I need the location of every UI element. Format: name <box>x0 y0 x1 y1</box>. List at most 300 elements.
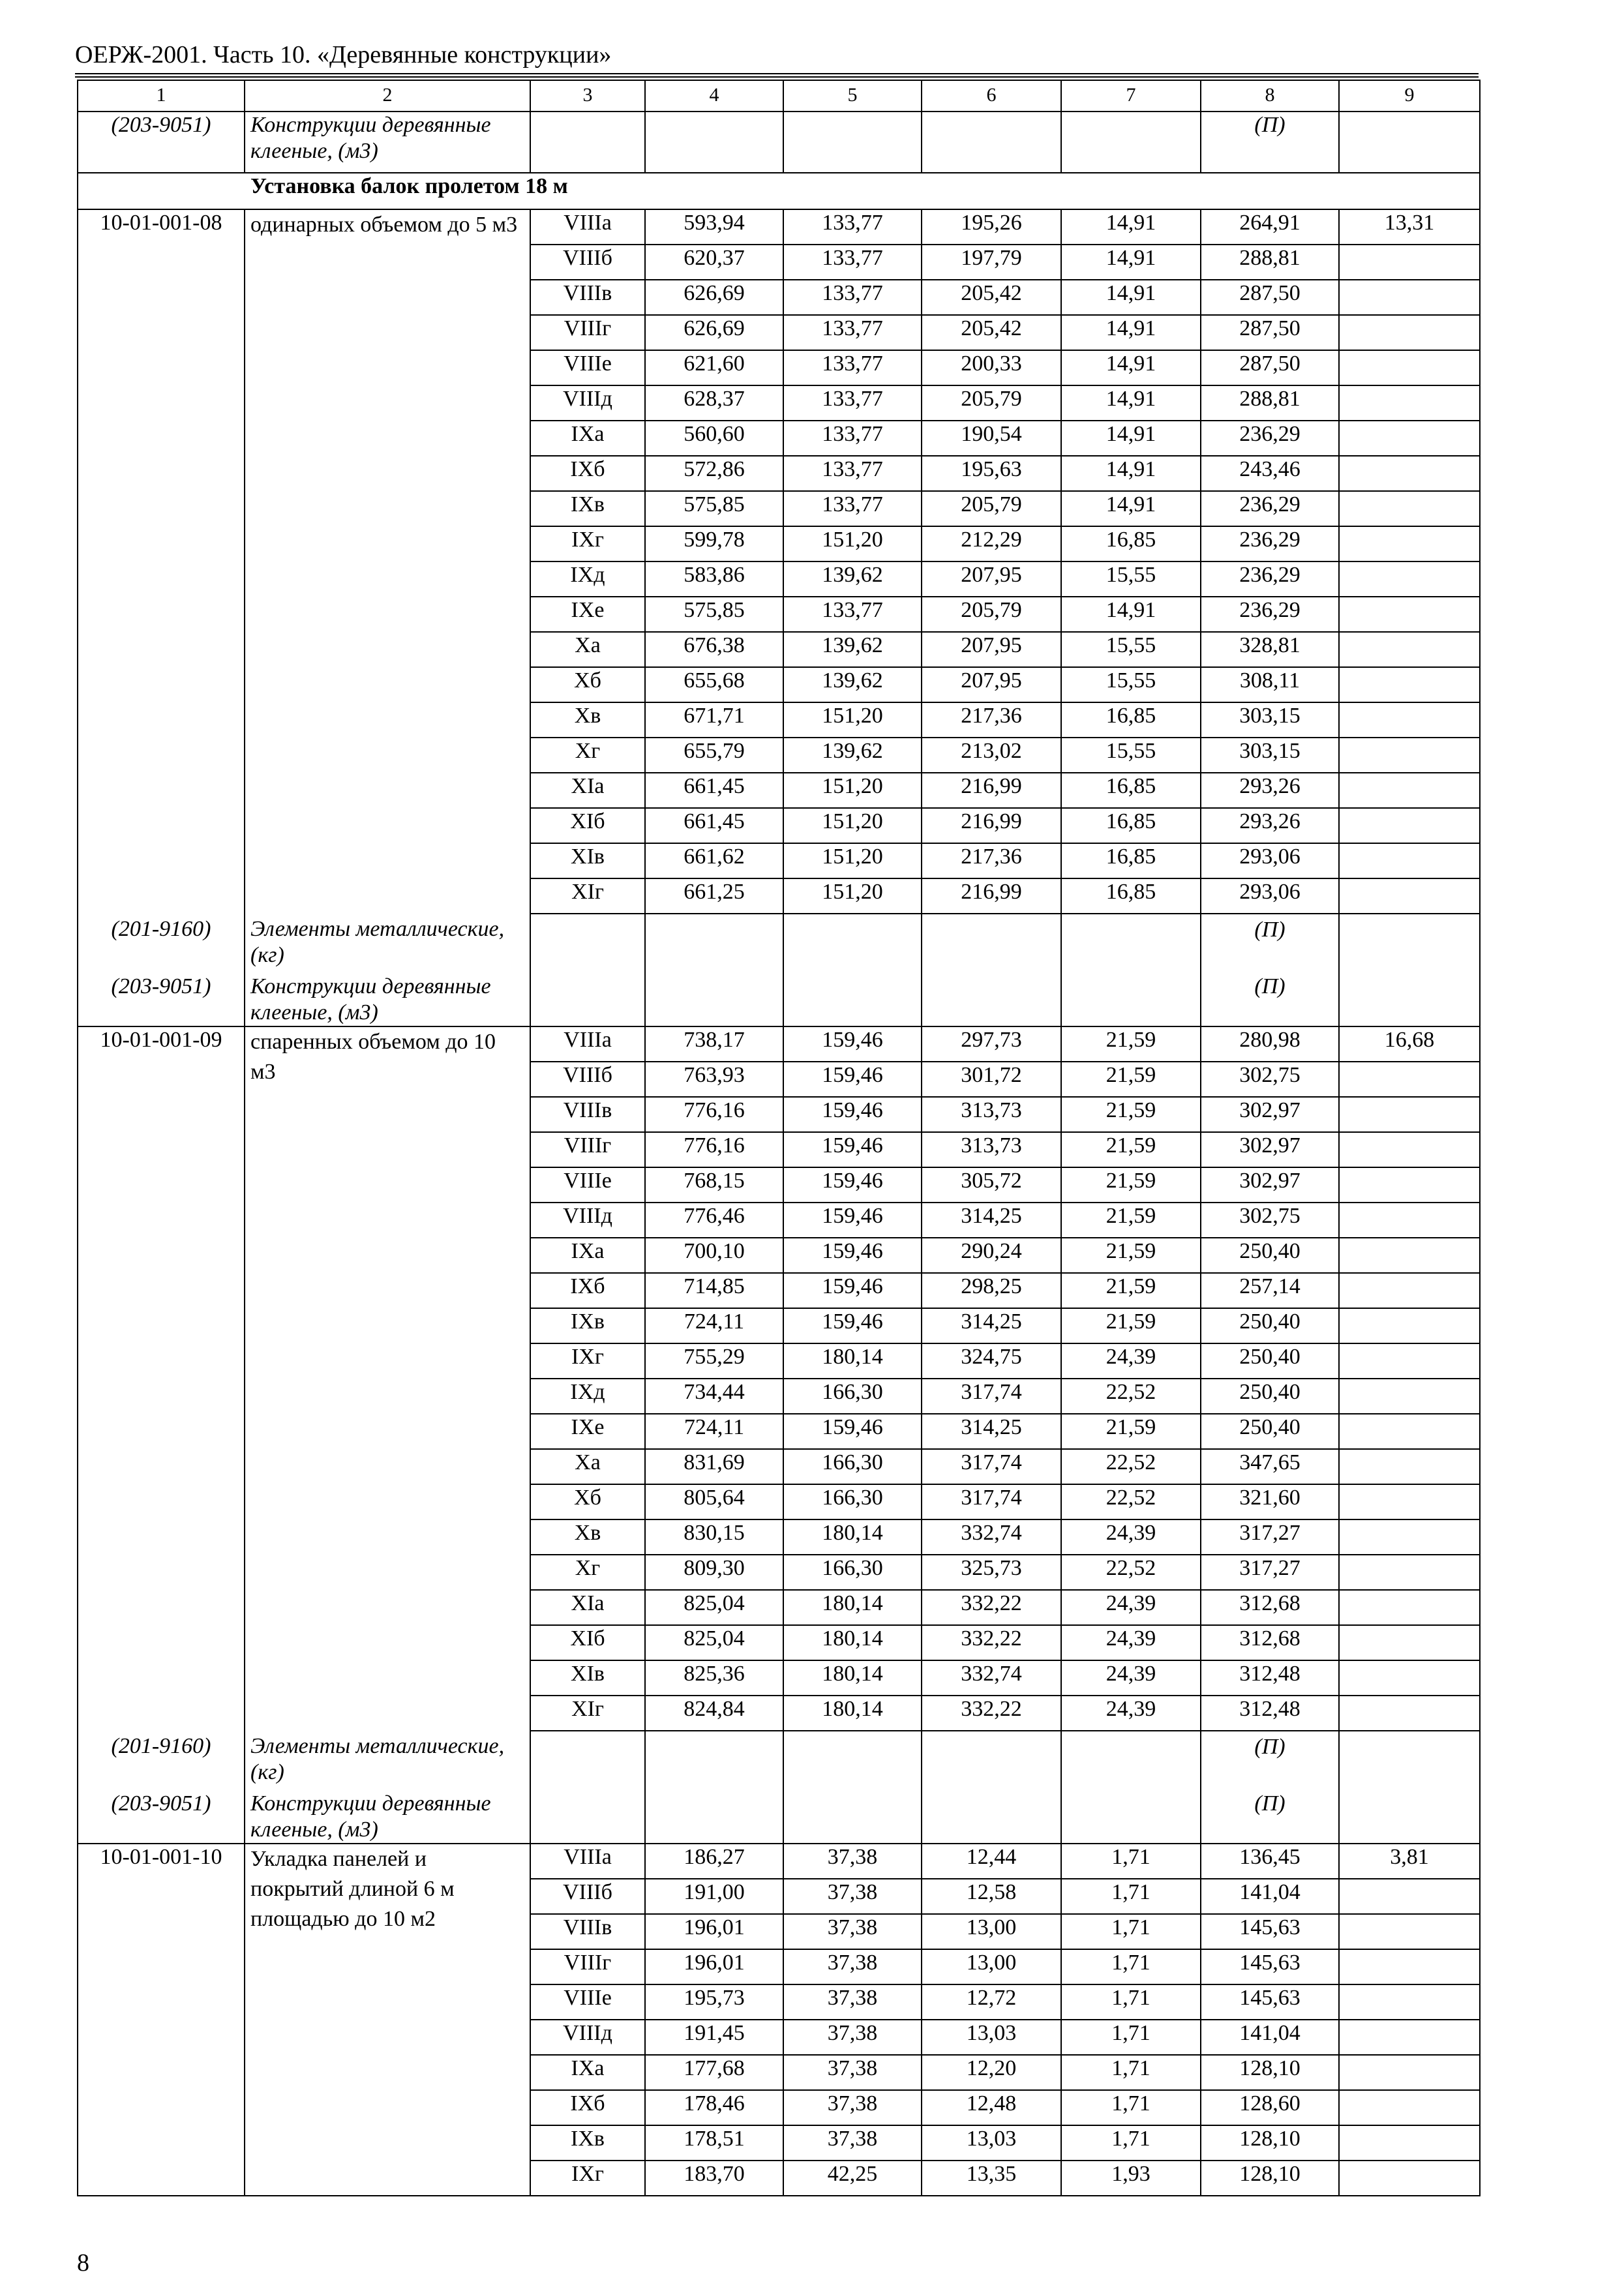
rate-value-col4: 809,30 <box>645 1555 783 1590</box>
rate-value-col8: 236,29 <box>1201 597 1339 632</box>
rate-value-col5: 166,30 <box>783 1484 922 1519</box>
rate-code: 10-01-001-09 <box>78 1026 245 1062</box>
rate-value-col6: 13,03 <box>922 2020 1061 2055</box>
rate-value-col6: 314,25 <box>922 1414 1061 1449</box>
rate-value-col6: 216,99 <box>922 808 1061 843</box>
rate-value-col4: 628,37 <box>645 385 783 421</box>
rate-value-col7: 24,39 <box>1061 1660 1201 1696</box>
resource-ref-row <box>78 1791 1480 1844</box>
resource-ref-row <box>78 1731 1480 1791</box>
rate-value-col4: 776,16 <box>645 1097 783 1132</box>
territory-class: Xв <box>530 1519 645 1555</box>
rate-value-col6: 301,72 <box>922 1062 1061 1097</box>
rate-value-col7: 15,55 <box>1061 738 1201 773</box>
territory-class: VIIIв <box>530 1097 645 1132</box>
rate-value-col4: 560,60 <box>645 421 783 456</box>
rate-value-col7: 21,59 <box>1061 1097 1201 1132</box>
territory-class: VIIIб <box>530 1062 645 1097</box>
rate-value-col4: 776,46 <box>645 1203 783 1238</box>
work-description: спаренных объемом до 10 м3 <box>250 1030 496 1084</box>
section-title-row <box>78 173 1480 209</box>
rate-value-col6: 313,73 <box>922 1132 1061 1167</box>
territory-class: XIа <box>530 773 645 808</box>
rate-value-col7: 21,59 <box>1061 1414 1201 1449</box>
resource-ref-row <box>78 914 1480 974</box>
rate-value-col8: 145,63 <box>1201 1949 1339 1984</box>
rate-row <box>78 280 1480 315</box>
rate-value-col8: 293,26 <box>1201 808 1339 843</box>
rate-value-col6: 332,74 <box>922 1519 1061 1555</box>
rate-value-col7: 16,85 <box>1061 773 1201 808</box>
resource-name: Элементы металлические, (кг) <box>245 914 530 974</box>
rate-value-col4: 626,69 <box>645 280 783 315</box>
rate-value-col7: 22,52 <box>1061 1449 1201 1484</box>
rate-value-col7: 1,93 <box>1061 2161 1201 2196</box>
territory-class: VIIIв <box>530 280 645 315</box>
rate-value-col5: 159,46 <box>783 1097 922 1132</box>
rate-value-col7: 15,55 <box>1061 667 1201 702</box>
rate-value-col6: 13,03 <box>922 2125 1061 2161</box>
rate-row <box>78 2090 1480 2125</box>
rate-row <box>78 878 1480 914</box>
territory-class: IXг <box>530 2161 645 2196</box>
resource-ref-row <box>78 112 1480 173</box>
rate-value-col4: 724,11 <box>645 1308 783 1343</box>
territory-class: IXб <box>530 2090 645 2125</box>
resource-mark: (П) <box>1201 914 1339 974</box>
rate-value-col8: 250,40 <box>1201 1238 1339 1273</box>
rate-value-col5: 133,77 <box>783 245 922 280</box>
territory-class: Xг <box>530 1555 645 1590</box>
column-header: 8 <box>1201 80 1339 112</box>
page-number: 8 <box>77 2249 89 2277</box>
territory-class: IXб <box>530 456 645 491</box>
rate-value-col4: 661,45 <box>645 808 783 843</box>
rate-value-col5: 151,20 <box>783 843 922 878</box>
rate-row <box>78 702 1480 738</box>
rate-value-col4: 661,25 <box>645 878 783 914</box>
rate-value-col8: 236,29 <box>1201 526 1339 561</box>
territory-class: IXа <box>530 1238 645 1273</box>
rate-row <box>78 421 1480 456</box>
rate-value-col8: 141,04 <box>1201 2020 1339 2055</box>
work-description: одинарных объемом до 5 м3 <box>250 213 518 237</box>
rate-value-col5: 180,14 <box>783 1590 922 1625</box>
rate-value-col5: 159,46 <box>783 1238 922 1273</box>
rate-value-col7: 21,59 <box>1061 1203 1201 1238</box>
rate-value-col6: 12,48 <box>922 2090 1061 2125</box>
rate-value-col7: 14,91 <box>1061 209 1201 245</box>
territory-class: IXв <box>530 491 645 526</box>
column-header: 2 <box>245 80 530 112</box>
rate-value-col8: 328,81 <box>1201 632 1339 667</box>
rate-row <box>78 2161 1480 2196</box>
rate-value-col4: 671,71 <box>645 702 783 738</box>
rate-value-col7: 1,71 <box>1061 1984 1201 2020</box>
territory-class: VIIIе <box>530 1167 645 1203</box>
rate-value-col7: 15,55 <box>1061 632 1201 667</box>
rate-value-col6: 332,22 <box>922 1696 1061 1731</box>
territory-class: XIг <box>530 878 645 914</box>
rate-value-col5: 139,62 <box>783 632 922 667</box>
rate-value-col6: 325,73 <box>922 1555 1061 1590</box>
rate-value-col6: 324,75 <box>922 1343 1061 1379</box>
rate-value-col7: 22,52 <box>1061 1555 1201 1590</box>
rate-value-col4: 661,45 <box>645 773 783 808</box>
rate-value-col4: 186,27 <box>645 1844 783 1879</box>
territory-class: XIб <box>530 1625 645 1660</box>
rate-value-col8: 302,75 <box>1201 1203 1339 1238</box>
rate-value-col4: 621,60 <box>645 350 783 385</box>
rate-value-col5: 133,77 <box>783 280 922 315</box>
rate-value-col7: 1,71 <box>1061 1914 1201 1949</box>
rate-value-col4: 776,16 <box>645 1132 783 1167</box>
rate-value-col8: 293,26 <box>1201 773 1339 808</box>
rate-value-col5: 180,14 <box>783 1696 922 1731</box>
rate-value-col8: 250,40 <box>1201 1308 1339 1343</box>
rate-row <box>78 1238 1480 1273</box>
rate-value-col7: 14,91 <box>1061 421 1201 456</box>
rate-value-col4: 191,00 <box>645 1879 783 1914</box>
territory-class: Xа <box>530 632 645 667</box>
territory-class: IXе <box>530 597 645 632</box>
territory-class: IXа <box>530 421 645 456</box>
rate-value-col7: 16,85 <box>1061 878 1201 914</box>
territory-class: VIIIг <box>530 315 645 350</box>
rate-value-col6: 12,44 <box>922 1844 1061 1879</box>
territory-class: VIIIв <box>530 1914 645 1949</box>
rate-row <box>78 2020 1480 2055</box>
rate-value-col6: 205,79 <box>922 385 1061 421</box>
rate-value-col8: 302,97 <box>1201 1167 1339 1203</box>
labor-cost: 13,31 <box>1339 209 1480 245</box>
rate-code: 10-01-001-10 <box>78 1844 245 1879</box>
rate-value-col7: 1,71 <box>1061 2020 1201 2055</box>
rate-value-col8: 317,27 <box>1201 1519 1339 1555</box>
rate-value-col4: 572,86 <box>645 456 783 491</box>
territory-class: VIIIе <box>530 1984 645 2020</box>
rate-value-col8: 312,48 <box>1201 1660 1339 1696</box>
territory-class: VIIIд <box>530 1203 645 1238</box>
rate-value-col5: 133,77 <box>783 597 922 632</box>
rate-value-col5: 180,14 <box>783 1343 922 1379</box>
rate-value-col4: 191,45 <box>645 2020 783 2055</box>
rate-value-col8: 128,10 <box>1201 2125 1339 2161</box>
rate-row <box>78 561 1480 597</box>
territory-class: VIIIа <box>530 1026 645 1062</box>
territory-class: VIIIа <box>530 209 645 245</box>
resource-mark: (П) <box>1201 1791 1339 1844</box>
rate-value-col4: 195,73 <box>645 1984 783 2020</box>
rate-value-col8: 128,60 <box>1201 2090 1339 2125</box>
rate-value-col5: 166,30 <box>783 1379 922 1414</box>
rate-value-col5: 133,77 <box>783 456 922 491</box>
rate-value-col6: 207,95 <box>922 632 1061 667</box>
territory-class: IXа <box>530 2055 645 2090</box>
rate-value-col8: 302,97 <box>1201 1097 1339 1132</box>
rate-value-col5: 151,20 <box>783 773 922 808</box>
rate-value-col4: 830,15 <box>645 1519 783 1555</box>
rate-value-col6: 290,24 <box>922 1238 1061 1273</box>
rate-value-col8: 145,63 <box>1201 1914 1339 1949</box>
rate-value-col4: 763,93 <box>645 1062 783 1097</box>
territory-class: IXб <box>530 1273 645 1308</box>
rate-row <box>78 1379 1480 1414</box>
rate-value-col5: 180,14 <box>783 1519 922 1555</box>
column-header: 3 <box>530 80 645 112</box>
rate-value-col8: 302,75 <box>1201 1062 1339 1097</box>
rate-row <box>78 1097 1480 1132</box>
rate-row <box>78 1984 1480 2020</box>
rate-row <box>78 1696 1480 1731</box>
rate-value-col8: 145,63 <box>1201 1984 1339 2020</box>
labor-cost: 3,81 <box>1339 1844 1480 1879</box>
rate-value-col6: 205,42 <box>922 315 1061 350</box>
rate-value-col6: 297,73 <box>922 1026 1061 1062</box>
rate-value-col8: 312,48 <box>1201 1696 1339 1731</box>
rate-value-col4: 183,70 <box>645 2161 783 2196</box>
rate-row <box>78 1484 1480 1519</box>
rate-value-col8: 287,50 <box>1201 315 1339 350</box>
rate-value-col8: 312,68 <box>1201 1625 1339 1660</box>
rate-row <box>78 1343 1480 1379</box>
rate-value-col4: 583,86 <box>645 561 783 597</box>
rate-row <box>78 526 1480 561</box>
territory-class: IXг <box>530 1343 645 1379</box>
rate-value-col5: 159,46 <box>783 1132 922 1167</box>
rate-value-col8: 250,40 <box>1201 1343 1339 1379</box>
rate-value-col6: 332,22 <box>922 1625 1061 1660</box>
rate-value-col4: 825,04 <box>645 1625 783 1660</box>
rate-value-col6: 205,79 <box>922 597 1061 632</box>
labor-cost: 16,68 <box>1339 1026 1480 1062</box>
section-title: Установка балок пролетом 18 м <box>78 173 1480 209</box>
rate-row <box>78 1414 1480 1449</box>
rate-row <box>78 350 1480 385</box>
rate-value-col5: 42,25 <box>783 2161 922 2196</box>
rate-row <box>78 315 1480 350</box>
rate-value-col8: 136,45 <box>1201 1844 1339 1879</box>
rate-value-col7: 21,59 <box>1061 1238 1201 1273</box>
resource-mark: (П) <box>1201 1731 1339 1791</box>
rate-value-col6: 205,79 <box>922 491 1061 526</box>
rate-row <box>78 738 1480 773</box>
rate-value-col8: 312,68 <box>1201 1590 1339 1625</box>
territory-class: VIIIе <box>530 350 645 385</box>
column-header: 7 <box>1061 80 1201 112</box>
rate-row <box>78 1949 1480 1984</box>
rate-value-col7: 21,59 <box>1061 1026 1201 1062</box>
rate-value-col5: 151,20 <box>783 878 922 914</box>
rate-value-col6: 313,73 <box>922 1097 1061 1132</box>
resource-name: Элементы металлические, (кг) <box>245 1731 530 1791</box>
territory-class: XIа <box>530 1590 645 1625</box>
rate-row <box>78 632 1480 667</box>
territory-class: IXг <box>530 526 645 561</box>
rate-value-col5: 37,38 <box>783 2055 922 2090</box>
rate-value-col6: 13,35 <box>922 2161 1061 2196</box>
rate-value-col5: 37,38 <box>783 1949 922 1984</box>
rate-value-col6: 12,72 <box>922 1984 1061 2020</box>
rate-value-col8: 280,98 <box>1201 1026 1339 1062</box>
resource-code: (203-9051) <box>78 974 245 1026</box>
rate-value-col4: 661,62 <box>645 843 783 878</box>
rate-row <box>78 1519 1480 1555</box>
territory-class: IXд <box>530 1379 645 1414</box>
rate-value-col5: 139,62 <box>783 561 922 597</box>
territory-class: VIIIб <box>530 245 645 280</box>
rate-value-col8: 293,06 <box>1201 878 1339 914</box>
rates-table <box>77 80 1481 2196</box>
rate-value-col6: 317,74 <box>922 1379 1061 1414</box>
rate-value-col5: 37,38 <box>783 1844 922 1879</box>
rate-value-col7: 14,91 <box>1061 456 1201 491</box>
rate-value-col5: 151,20 <box>783 702 922 738</box>
rate-value-col8: 317,27 <box>1201 1555 1339 1590</box>
rate-value-col6: 217,36 <box>922 843 1061 878</box>
rate-value-col4: 196,01 <box>645 1949 783 1984</box>
rate-value-col4: 620,37 <box>645 245 783 280</box>
rate-value-col8: 236,29 <box>1201 491 1339 526</box>
rate-value-col4: 575,85 <box>645 597 783 632</box>
rate-row <box>78 1844 1480 1879</box>
resource-code: (203-9051) <box>78 1791 245 1844</box>
rate-value-col7: 21,59 <box>1061 1062 1201 1097</box>
rate-value-col7: 14,91 <box>1061 597 1201 632</box>
rate-value-col5: 133,77 <box>783 315 922 350</box>
rate-value-col8: 287,50 <box>1201 350 1339 385</box>
territory-class: VIIIг <box>530 1132 645 1167</box>
rate-value-col5: 159,46 <box>783 1026 922 1062</box>
rate-value-col6: 207,95 <box>922 667 1061 702</box>
rate-value-col7: 24,39 <box>1061 1696 1201 1731</box>
rate-value-col4: 178,51 <box>645 2125 783 2161</box>
rate-value-col6: 217,36 <box>922 702 1061 738</box>
rate-row <box>78 1625 1480 1660</box>
territory-class: XIг <box>530 1696 645 1731</box>
rate-value-col8: 288,81 <box>1201 385 1339 421</box>
rate-value-col8: 293,06 <box>1201 843 1339 878</box>
rate-value-col7: 24,39 <box>1061 1343 1201 1379</box>
rate-value-col6: 12,58 <box>922 1879 1061 1914</box>
rate-value-col6: 13,00 <box>922 1914 1061 1949</box>
rate-value-col8: 308,11 <box>1201 667 1339 702</box>
rate-value-col5: 151,20 <box>783 808 922 843</box>
territory-class: Xв <box>530 702 645 738</box>
column-header: 6 <box>922 80 1061 112</box>
rate-value-col8: 264,91 <box>1201 209 1339 245</box>
territory-class: XIв <box>530 843 645 878</box>
rate-value-col5: 166,30 <box>783 1449 922 1484</box>
rate-value-col4: 755,29 <box>645 1343 783 1379</box>
rate-row <box>78 2125 1480 2161</box>
rate-value-col8: 128,10 <box>1201 2055 1339 2090</box>
rate-value-col4: 734,44 <box>645 1379 783 1414</box>
page-header: ОЕРЖ-2001. Часть 10. «Деревянные конструкции» <box>75 41 612 68</box>
rate-value-col7: 14,91 <box>1061 315 1201 350</box>
rate-row <box>78 667 1480 702</box>
rate-value-col8: 287,50 <box>1201 280 1339 315</box>
rate-value-col5: 133,77 <box>783 350 922 385</box>
rate-value-col7: 15,55 <box>1061 561 1201 597</box>
rate-value-col6: 332,22 <box>922 1590 1061 1625</box>
rate-value-col5: 37,38 <box>783 2125 922 2161</box>
rate-value-col4: 824,84 <box>645 1696 783 1731</box>
rate-value-col4: 599,78 <box>645 526 783 561</box>
rate-value-col8: 347,65 <box>1201 1449 1339 1484</box>
territory-class: XIв <box>530 1660 645 1696</box>
rate-row <box>78 597 1480 632</box>
column-header-row <box>78 80 1480 112</box>
table-body <box>78 80 1480 2196</box>
resource-mark: (П) <box>1201 112 1339 173</box>
rate-value-col5: 159,46 <box>783 1308 922 1343</box>
rate-value-col7: 1,71 <box>1061 1879 1201 1914</box>
rate-value-col7: 21,59 <box>1061 1273 1201 1308</box>
rate-row <box>78 1062 1480 1097</box>
rate-value-col5: 37,38 <box>783 2020 922 2055</box>
rate-value-col5: 139,62 <box>783 738 922 773</box>
rate-value-col7: 16,85 <box>1061 808 1201 843</box>
work-description: Укладка панелей и покрытий длиной 6 м площадью до 10 м2 <box>250 1847 455 1931</box>
rate-value-col5: 133,77 <box>783 209 922 245</box>
territory-class: VIIIг <box>530 1949 645 1984</box>
rate-value-col7: 1,71 <box>1061 1844 1201 1879</box>
rate-value-col6: 314,25 <box>922 1308 1061 1343</box>
rate-row <box>78 1660 1480 1696</box>
rate-value-col6: 305,72 <box>922 1167 1061 1203</box>
rate-value-col5: 133,77 <box>783 491 922 526</box>
rate-row <box>78 385 1480 421</box>
rate-value-col5: 37,38 <box>783 1984 922 2020</box>
territory-class: IXе <box>530 1414 645 1449</box>
resource-code: (201-9160) <box>78 1731 245 1791</box>
rate-value-col7: 14,91 <box>1061 491 1201 526</box>
rate-value-col8: 321,60 <box>1201 1484 1339 1519</box>
rate-value-col6: 317,74 <box>922 1484 1061 1519</box>
resource-code: (203-9051) <box>78 112 245 173</box>
rate-value-col5: 180,14 <box>783 1660 922 1696</box>
territory-class: IXв <box>530 1308 645 1343</box>
rate-value-col4: 768,15 <box>645 1167 783 1203</box>
rate-value-col5: 37,38 <box>783 2090 922 2125</box>
rate-value-col4: 714,85 <box>645 1273 783 1308</box>
rate-value-col6: 216,99 <box>922 878 1061 914</box>
rate-value-col6: 12,20 <box>922 2055 1061 2090</box>
rate-value-col7: 21,59 <box>1061 1167 1201 1203</box>
rate-row <box>78 808 1480 843</box>
rate-row <box>78 773 1480 808</box>
rate-value-col7: 24,39 <box>1061 1519 1201 1555</box>
resource-name: Конструкции деревянные клееные, (м3) <box>245 1791 530 1844</box>
resource-ref-row <box>78 974 1480 1026</box>
rate-row <box>78 1590 1480 1625</box>
territory-class: Xа <box>530 1449 645 1484</box>
territory-class: XIб <box>530 808 645 843</box>
rate-value-col4: 700,10 <box>645 1238 783 1273</box>
rate-value-col8: 288,81 <box>1201 245 1339 280</box>
rate-value-col8: 236,29 <box>1201 561 1339 597</box>
rate-value-col7: 1,71 <box>1061 2090 1201 2125</box>
rate-value-col4: 655,68 <box>645 667 783 702</box>
rate-value-col7: 22,52 <box>1061 1484 1201 1519</box>
rate-value-col7: 21,59 <box>1061 1132 1201 1167</box>
rate-value-col4: 805,64 <box>645 1484 783 1519</box>
rate-value-col7: 24,39 <box>1061 1625 1201 1660</box>
rate-value-col7: 24,39 <box>1061 1590 1201 1625</box>
rate-value-col4: 825,36 <box>645 1660 783 1696</box>
rate-value-col6: 195,26 <box>922 209 1061 245</box>
